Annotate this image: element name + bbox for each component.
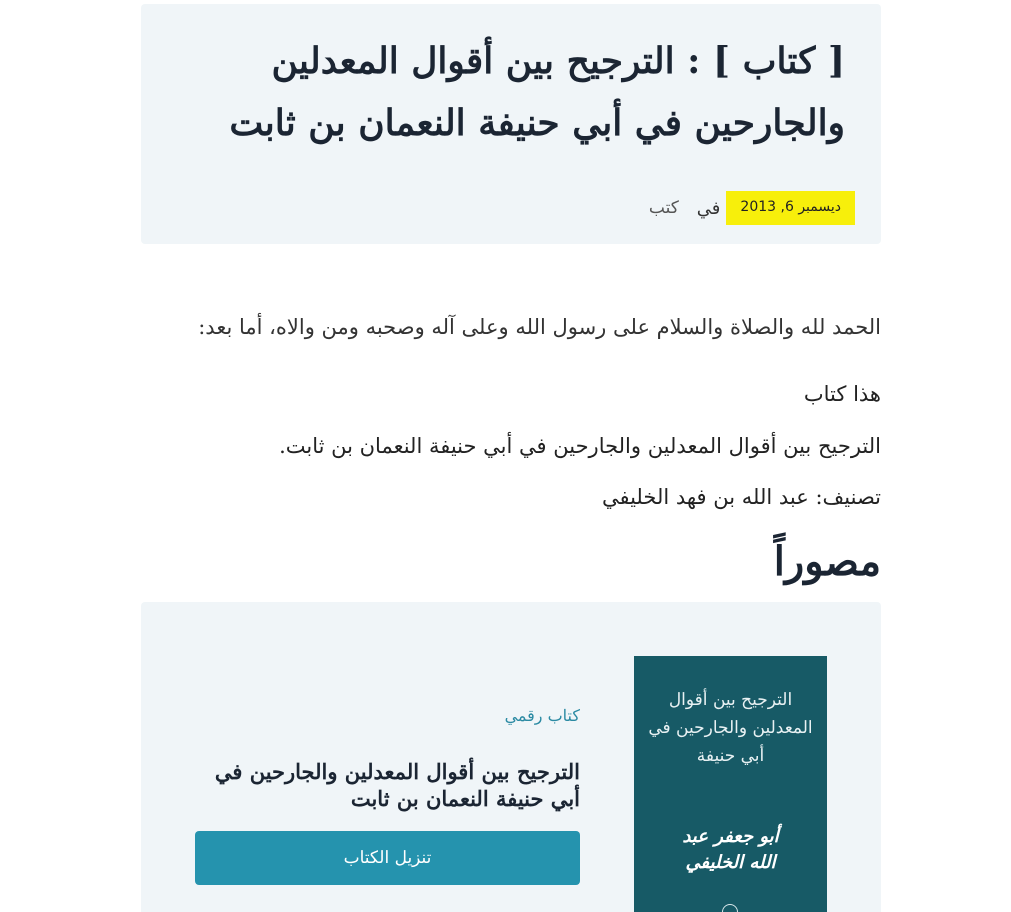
download-card	[141, 602, 881, 912]
post-in-label: في	[696, 197, 721, 219]
download-book-button[interactable]: تنزيل الكتاب	[195, 831, 580, 885]
post-title: [ كتاب ] : الترجيح بين أقوال المعدلين والجارحين في أبي حنيفة النعمان بن ثابت	[229, 40, 845, 144]
content-line-author: تصنيف: عبد الله بن فهد الخليفي	[601, 485, 881, 509]
post-date: ديسمبر 6, 2013	[726, 191, 855, 225]
content-line-title: الترجيح بين أقوال المعدلين والجارحين في أبي حنيفة النعمان بن ثابت.	[279, 434, 881, 458]
book-cover-title: الترجيح بين أقوال المعدلين والجارحين في أبي حنيفة	[648, 690, 813, 766]
card-book-title: الترجيح بين أقوال المعدلين والجارحين في أبي حنيفة النعمان بن ثابت	[214, 759, 580, 811]
content-line-book: هذا كتاب	[803, 382, 881, 406]
book-cover-author: أبو جعفر عبد الله الخليفي	[682, 826, 779, 873]
card-label: كتاب رقمي	[504, 706, 580, 725]
post-category-link[interactable]: كتب	[648, 198, 679, 218]
section-heading: مصوراً	[773, 538, 881, 585]
post-header	[141, 4, 881, 244]
intro-paragraph: الحمد لله والصلاة والسلام على رسول الله وعلى آله وصحبه ومن والاه، أما بعد:	[198, 315, 881, 339]
post-meta	[649, 190, 855, 226]
publisher-emblem-icon	[722, 904, 738, 912]
book-cover-image[interactable]	[634, 656, 827, 912]
